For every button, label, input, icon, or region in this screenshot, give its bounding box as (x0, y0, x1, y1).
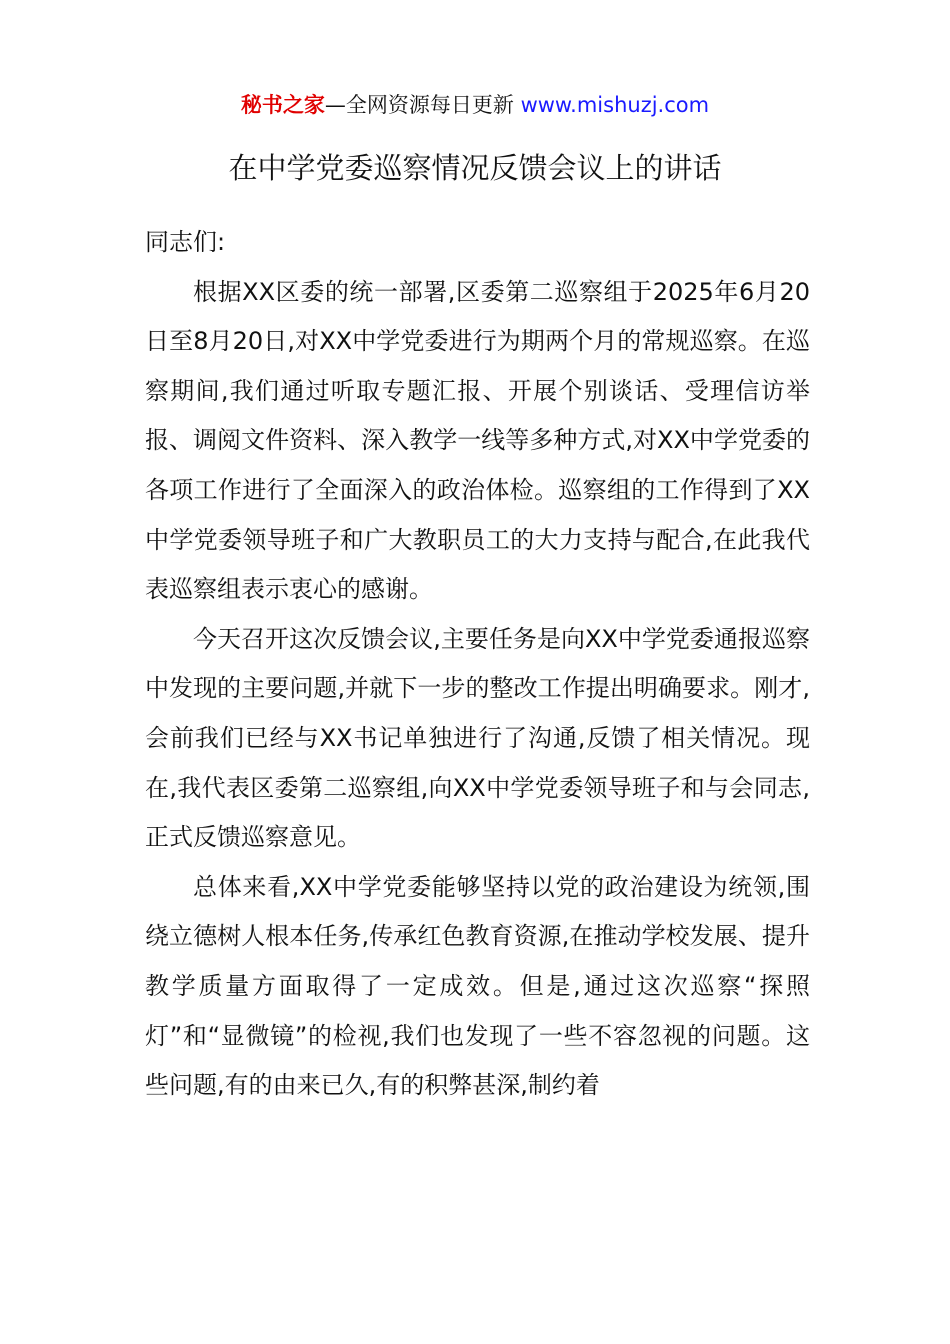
document-title: 在中学党委巡察情况反馈会议上的讲话 (228, 151, 722, 185)
paragraph-1: 根据XX区委的统一部署,区委第二巡察组于2025年6月20日至8月20日,对XX中学党委进行为期两个月的常规巡察。在巡察期间,我们通过听取专题汇报、开展个别谈话、受理信访举报、调阅文件资料、深入教学一线等多种方式,对XX中学党委的各项工作进行了全面深入的政治体检。巡察组的工作得到了XX中学党委领导班子和广大教职员工的大力支持与配合,在此我代表巡察组表示衷心的感谢。 (145, 277, 810, 604)
brand-name: 秘书之家 (240, 93, 325, 117)
site-header (0, 88, 950, 122)
site-url-link[interactable]: www.mishuzj.com (520, 93, 710, 117)
paragraph-2: 今天召开这次反馈会议,主要任务是向XX中学党委通报巡察中发现的主要问题,并就下一步的整改工作提出明确要求。刚才,会前我们已经与XX书记单独进行了沟通,反馈了相关情况。现在,我代表区委第二巡察组,向XX中学党委领导班子和与会同志,正式反馈巡察意见。 (145, 624, 810, 852)
salutation: 同志们: (145, 228, 226, 256)
document-body (145, 218, 810, 1111)
paragraph-3: 总体来看,XX中学党委能够坚持以党的政治建设为统领,围绕立德树人根本任务,传承红色教育资源,在推动学校发展、提升教学质量方面取得了一定成效。但是,通过这次巡察“探照灯”和“显微镜”的检视,我们也发现了一些不容忽视的问题。这些问题,有的由来已久,有的积弊甚深,制约着 (145, 872, 810, 1100)
header-tagline: —全网资源每日更新 (324, 93, 521, 117)
